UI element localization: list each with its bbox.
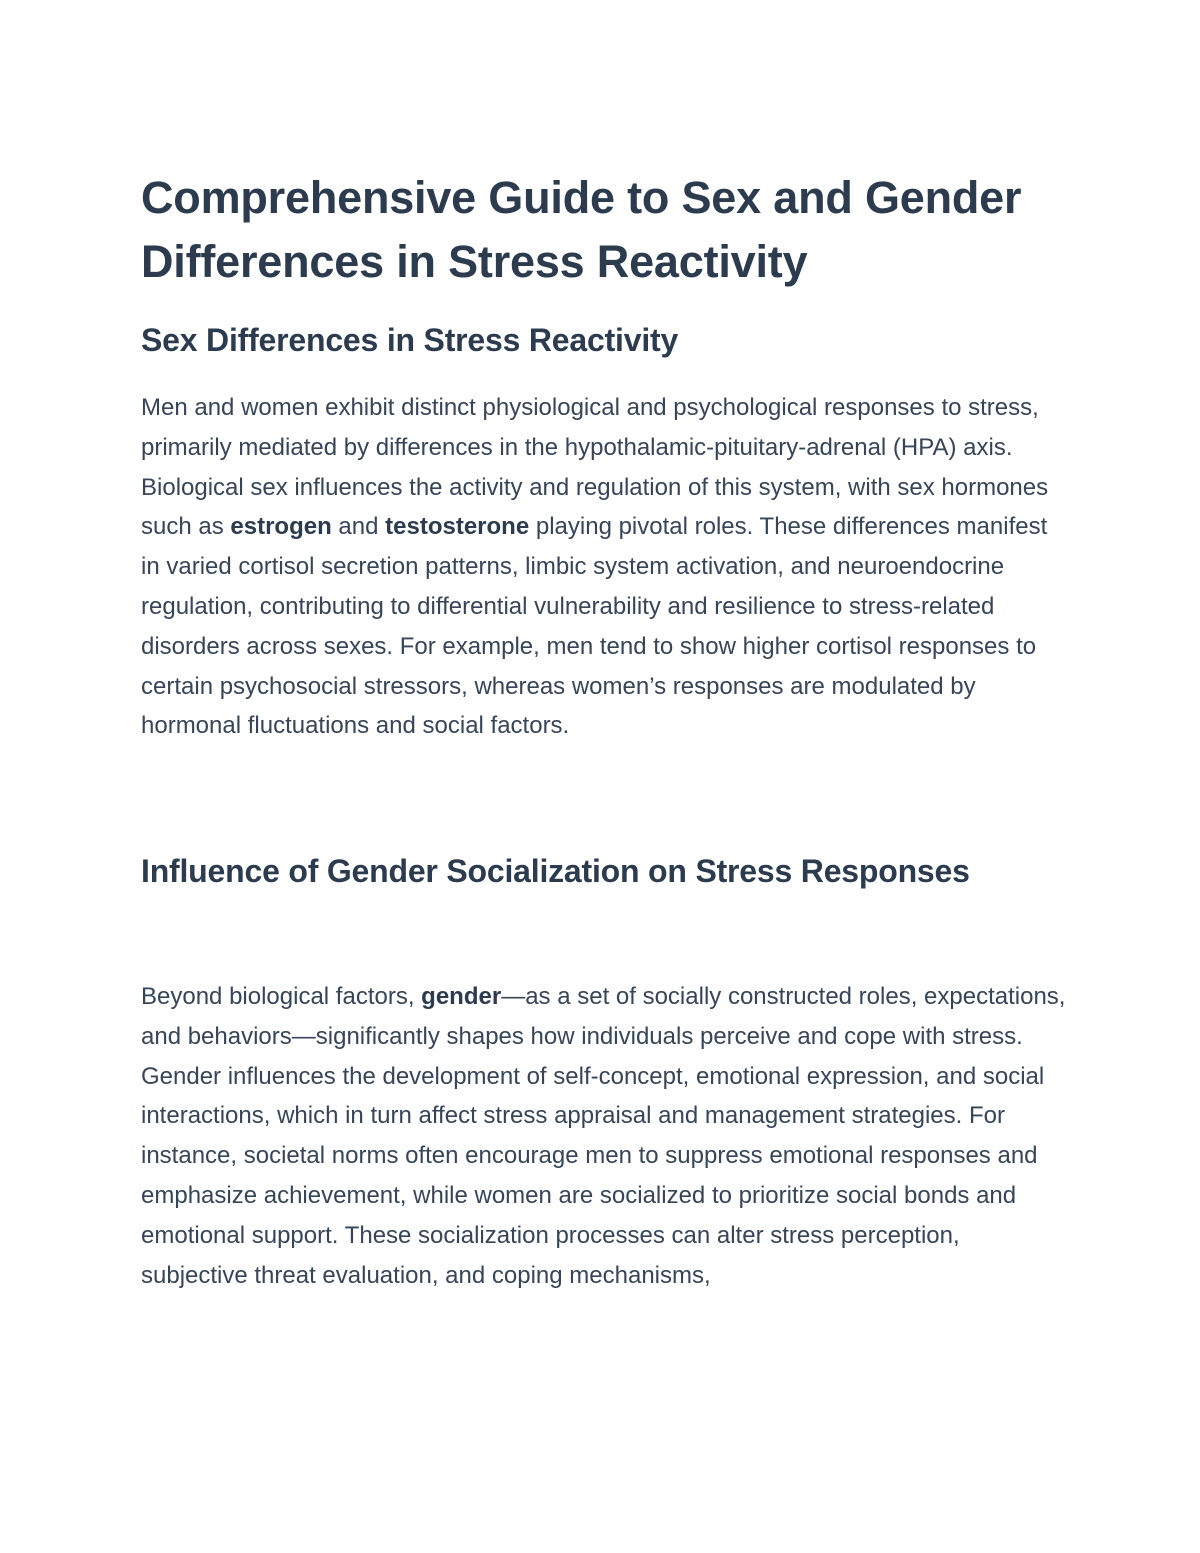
document-title: Comprehensive Guide to Sex and Gender Differences in Stress Reactivity	[141, 172, 1022, 287]
bold-term-estrogen: estrogen	[230, 513, 332, 541]
section-heading-sex-differences: Sex Differences in Stress Reactivity	[141, 322, 679, 358]
section-paragraph-sex-differences	[141, 388, 1066, 746]
bold-term-gender: gender	[421, 983, 502, 1010]
paragraph-text: playing pivotal roles. These differences manifest in varied cortisol secretion patterns, limbic system activation, and neuroendocrine regulation, contributing to differential vulnerability and resilience to stress-related disorders across sexes. For example, men tend to show higher cortisol responses to certain psychosocial stressors, whereas women’s responses are modulated by hormonal fluctuations and social factors.	[141, 513, 1048, 740]
section-heading-gender-socialization: Influence of Gender Socialization on Stress Responses	[141, 853, 970, 889]
bold-term-testosterone: testosterone	[385, 513, 530, 541]
paragraph-text: and	[331, 513, 386, 541]
paragraph-text: —as a set of socially constructed roles, expectations, and behaviors—significantly shapes how individuals perceive and cope with stress. Gender influences the development of self-concept, emotional expression, and social interactions, which in turn affect stress appraisal and management strategies. For instance, societal norms often encourage men to suppress emotional responses and emphasize achievement, while women are socialized to prioritize social bonds and emotional support. These socialization processes can alter stress perception, subjective threat evaluation, and coping mechanisms,	[141, 983, 1066, 1289]
paragraph-text: Men and women exhibit distinct physiological and psychological responses to stress, primarily mediated by differences in the hypothalamic-pituitary-adrenal (HPA) axis. Biological sex influences the activity and regulation of this system, with sex hormones such as	[141, 394, 1049, 541]
section-paragraph-gender-socialization	[141, 977, 1066, 1295]
paragraph-text: Beyond biological factors,	[141, 983, 422, 1010]
